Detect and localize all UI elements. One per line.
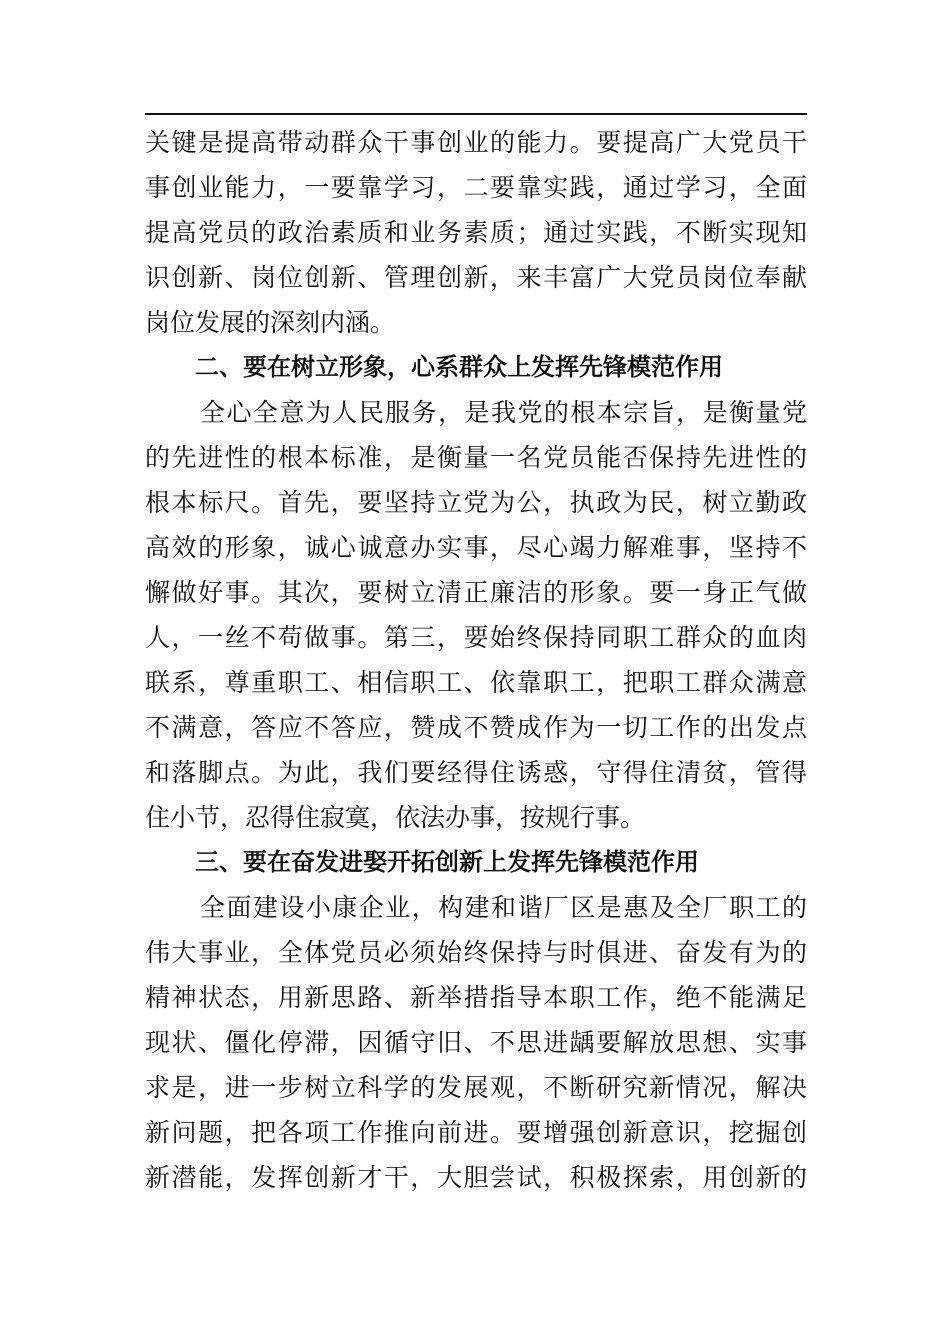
paragraph-line: 关键是提高带动群众干事创业的能力。要提高广大党员干: [145, 128, 807, 157]
paragraph-line: 提高党员的政治素质和业务素质；通过实践，不断实现知: [145, 218, 807, 247]
paragraph-line: 现状、僵化停滞，因循守旧、不思进龋要解放思想、实事: [145, 1028, 807, 1057]
paragraph-line: 人，一丝不苟做事。第三，要始终保持同职工群众的血肉: [145, 623, 807, 652]
paragraph-line: 求是，进一步树立科学的发展观，不断研究新情况，解决: [145, 1073, 807, 1102]
paragraph-line: 全心全意为人民服务，是我党的根本宗旨，是衡量党: [200, 398, 807, 427]
section-heading: 三、要在奋发进娶开拓创新上发挥先锋模范作用: [195, 848, 699, 876]
paragraph-line: 新问题，把各项工作推向前进。要增强创新意识，挖掘创: [145, 1118, 807, 1147]
paragraph-line: 根本标尺。首先，要坚持立党为公，执政为民，树立勤政: [145, 488, 807, 517]
paragraph-line: 的先进性的根本标准，是衡量一名党员能否保持先进性的: [145, 443, 807, 472]
paragraph-line: 懈做好事。其次，要树立清正廉洁的形象。要一身正气做: [145, 578, 807, 607]
paragraph-line: 新潜能，发挥创新才干，大胆尝试，积极探索，用创新的: [145, 1163, 807, 1192]
paragraph-line: 岗位发展的深刻内涵。: [145, 308, 396, 337]
paragraph-line: 识创新、岗位创新、管理创新，来丰富广大党员岗位奉献: [145, 263, 807, 292]
paragraph-line: 伟大事业，全体党员必须始终保持与时俱进、奋发有为的: [145, 938, 807, 967]
paragraph-line: 事创业能力，一要靠学习，二要靠实践，通过学习，全面: [145, 173, 807, 202]
header-rule: [145, 113, 807, 115]
paragraph-line: 联系，尊重职工、相信职工、依靠职工，把职工群众满意: [145, 668, 807, 697]
paragraph-line: 不满意，答应不答应，赞成不赞成作为一切工作的出发点: [145, 713, 807, 742]
paragraph-line: 全面建设小康企业，构建和谐厂区是惠及全厂职工的: [200, 893, 807, 922]
paragraph-line: 住小节，忍得住寂寞，依法办事，按规行事。: [145, 803, 646, 832]
paragraph-line: 高效的形象，诚心诚意办实事，尽心竭力解难事，坚持不: [145, 533, 807, 562]
paragraph-line: 精神状态，用新思路、新举措指导本职工作，绝不能满足: [145, 983, 807, 1012]
section-heading: 二、要在树立形象，心系群众上发挥先锋模范作用: [195, 353, 723, 381]
paragraph-line: 和落脚点。为此，我们要经得住诱惑，守得住清贫，管得: [145, 758, 807, 787]
